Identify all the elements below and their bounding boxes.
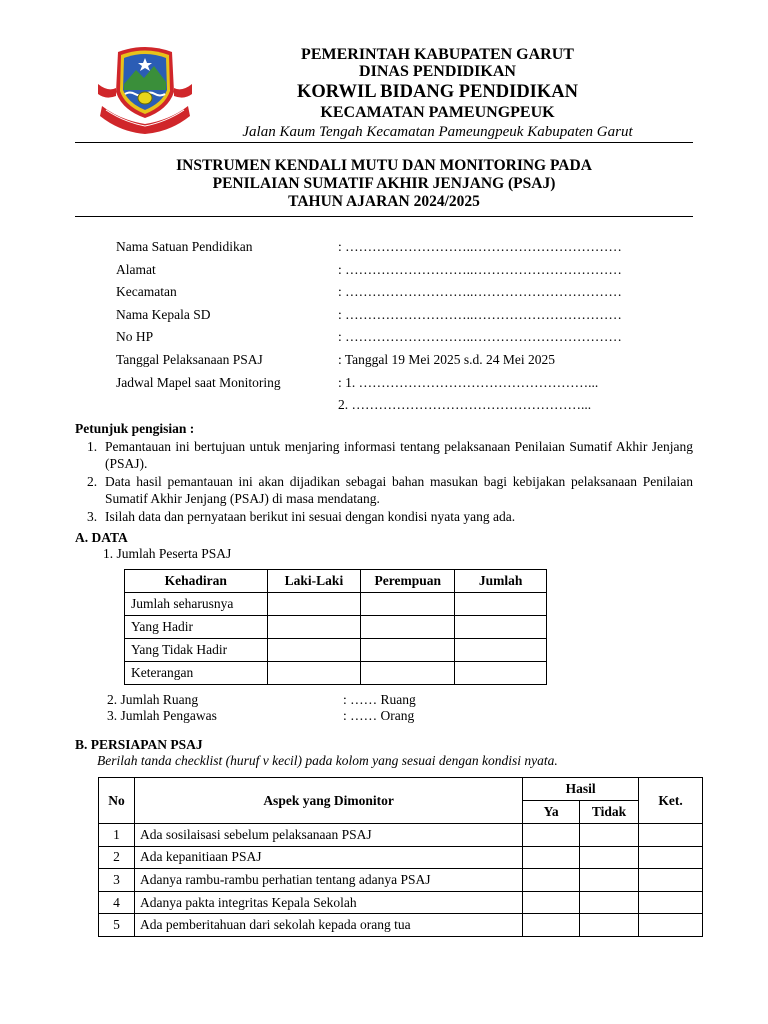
table-cell[interactable]: [361, 662, 455, 685]
row-number: 3: [99, 869, 135, 892]
field-nama-satuan: [116, 238, 676, 261]
item-text: Pemantauan ini bertujuan untuk menjaring informasi tentang pelaksanaan Penilaian Sumatif Akhir Jenjang (PSAJ).: [105, 438, 693, 471]
table-cell[interactable]: [267, 616, 361, 639]
check-ya-cell[interactable]: [523, 824, 580, 847]
field-value[interactable]: : …… Orang: [343, 707, 415, 723]
instructions: [75, 420, 693, 525]
check-ya-cell[interactable]: [523, 914, 580, 937]
field-value[interactable]: : ………………………..……………………………: [338, 306, 622, 322]
row-number: 2: [99, 846, 135, 869]
table-cell[interactable]: [361, 639, 455, 662]
check-tidak-cell[interactable]: [580, 869, 639, 892]
ket-cell[interactable]: [639, 846, 703, 869]
check-ya-cell[interactable]: [523, 891, 580, 914]
column-header: Laki-Laki: [267, 570, 361, 593]
table-row: [99, 914, 703, 937]
letterhead-divider: [75, 142, 693, 143]
section-b: [75, 737, 695, 769]
ket-cell[interactable]: [639, 869, 703, 892]
section-a-sub1: 1. Jumlah Peserta PSAJ: [103, 546, 232, 561]
field-jumlah-ruang: [107, 692, 527, 708]
letterhead: [205, 46, 670, 141]
row-label: Yang Tidak Hadir: [125, 639, 268, 662]
title-divider: [75, 216, 693, 217]
table-cell[interactable]: [455, 593, 547, 616]
instructions-list: [75, 438, 693, 526]
ket-cell[interactable]: [639, 824, 703, 847]
garut-regency-crest-icon: [96, 44, 194, 134]
column-header: Kehadiran: [125, 570, 268, 593]
table-cell[interactable]: [267, 593, 361, 616]
ket-cell[interactable]: [639, 891, 703, 914]
field-label: Nama Kepala SD: [116, 306, 211, 322]
table-cell[interactable]: [267, 639, 361, 662]
table-row: [125, 593, 547, 616]
field-label: Tanggal Pelaksanaan PSAJ: [116, 351, 263, 367]
field-kecamatan: [116, 283, 676, 306]
check-tidak-cell[interactable]: [580, 914, 639, 937]
column-header: Jumlah: [455, 570, 547, 593]
row-aspek: Ada sosilaisasi sebelum pelaksanaan PSAJ: [134, 824, 522, 847]
table-row: [99, 824, 703, 847]
check-ya-cell[interactable]: [523, 869, 580, 892]
check-ya-cell[interactable]: [523, 846, 580, 869]
item-number: 3.: [87, 508, 98, 524]
table-header-row: [99, 778, 703, 801]
table-cell[interactable]: [361, 616, 455, 639]
field-label: Nama Satuan Pendidikan: [116, 239, 253, 254]
table-header-row: [125, 570, 547, 593]
preparation-checklist-table: [98, 777, 703, 937]
field-value[interactable]: 2. ……………………………………………...: [338, 397, 592, 413]
check-tidak-cell[interactable]: [580, 846, 639, 869]
field-alamat: [116, 261, 676, 284]
table-cell[interactable]: [455, 616, 547, 639]
row-aspek: Adanya rambu-rambu perhatian tentang adanya PSAJ: [134, 869, 522, 892]
field-tanggal: [116, 351, 676, 374]
list-item: [75, 438, 693, 473]
field-value[interactable]: : ………………………..……………………………: [338, 284, 622, 300]
field-value[interactable]: : ………………………..……………………………: [338, 261, 622, 277]
ket-cell[interactable]: [639, 914, 703, 937]
field-label: Alamat: [116, 261, 156, 277]
row-label: Keterangan: [125, 662, 268, 685]
row-number: 4: [99, 891, 135, 914]
column-header-ket: Ket.: [639, 778, 703, 824]
room-supervisor-counts: [107, 692, 527, 723]
section-b-instruction: Berilah tanda checklist (huruf v kecil) pada kolom yang sesuai dengan kondisi nyata.: [97, 753, 558, 768]
letterhead-address: Jalan Kaum Tengah Kecamatan Pameungpeuk Kabupaten Garut: [242, 124, 633, 140]
attendance-table: [124, 569, 547, 685]
field-no-hp: [116, 328, 676, 351]
field-value[interactable]: : ………………………..……………………………: [338, 329, 622, 345]
table-cell[interactable]: [455, 639, 547, 662]
title-line-1: INSTRUMEN KENDALI MUTU DAN MONITORING PADA: [176, 157, 592, 174]
item-number: 2.: [87, 473, 98, 489]
table-row: [99, 869, 703, 892]
column-header-hasil: Hasil: [523, 778, 639, 801]
check-tidak-cell[interactable]: [580, 824, 639, 847]
column-header-tidak: Tidak: [580, 801, 639, 824]
section-a-heading: A. DATA: [75, 530, 128, 545]
document-title: [75, 157, 693, 211]
field-value[interactable]: : …… Ruang: [343, 692, 416, 707]
row-label: Yang Hadir: [125, 616, 268, 639]
title-line-2: PENILAIAN SUMATIF AKHIR JENJANG (PSAJ): [212, 175, 556, 192]
item-text: Data hasil pemantauan ini akan dijadikan sebagai bahan masukan bagi kebijakan pelaksanaan Penilaian Sumatif Akhir Jenjang (PSAJ) di masa mendatang.: [105, 473, 693, 506]
row-number: 1: [99, 824, 135, 847]
identity-fields: [116, 238, 676, 419]
letterhead-line-1: PEMERINTAH KABUPATEN GARUT: [301, 46, 574, 63]
title-line-3: TAHUN AJARAN 2024/2025: [288, 193, 480, 210]
field-jumlah-pengawas: [107, 708, 527, 724]
row-number: 5: [99, 914, 135, 937]
item-number: 1.: [87, 438, 98, 454]
list-item: [75, 473, 693, 508]
field-kepala-sd: [116, 306, 676, 329]
field-value[interactable]: : ………………………..……………………………: [338, 239, 622, 254]
column-header-no: No: [99, 778, 135, 824]
row-label: Jumlah seharusnya: [125, 593, 268, 616]
table-row: [125, 639, 547, 662]
row-aspek: Adanya pakta integritas Kepala Sekolah: [134, 891, 522, 914]
field-value[interactable]: : 1. ……………………………………………...: [338, 374, 599, 390]
field-label: Jadwal Mapel saat Monitoring: [116, 374, 281, 390]
field-label: No HP: [116, 329, 154, 345]
instructions-heading: Petunjuk pengisian :: [75, 421, 195, 436]
row-aspek: Ada kepanitiaan PSAJ: [134, 846, 522, 869]
field-jadwal-mapel: [116, 374, 676, 397]
field-label: Kecamatan: [116, 284, 177, 300]
column-header-ya: Ya: [523, 801, 580, 824]
field-label: 2. Jumlah Ruang: [107, 692, 199, 707]
row-aspek: Ada pemberitahuan dari sekolah kepada orang tua: [134, 914, 522, 937]
item-text: Isilah data dan pernyataan berikut ini sesuai dengan kondisi nyata yang ada.: [105, 508, 516, 524]
table-cell[interactable]: [267, 662, 361, 685]
table-cell[interactable]: [361, 593, 455, 616]
table-row: [99, 846, 703, 869]
table-row: [99, 891, 703, 914]
table-row: [125, 616, 547, 639]
check-tidak-cell[interactable]: [580, 891, 639, 914]
column-header: Perempuan: [361, 570, 455, 593]
field-jadwal-mapel-2: [116, 396, 676, 419]
field-value: : Tanggal 19 Mei 2025 s.d. 24 Mei 2025: [338, 351, 556, 367]
letterhead-line-2: DINAS PENDIDIKAN: [359, 63, 516, 80]
column-header-aspek: Aspek yang Dimonitor: [134, 778, 522, 824]
list-item: [75, 508, 693, 526]
letterhead-line-4: KECAMATAN PAMEUNGPEUK: [320, 104, 555, 121]
table-cell[interactable]: [455, 662, 547, 685]
letterhead-line-3: KORWIL BIDANG PENDIDIKAN: [297, 82, 578, 102]
section-b-heading: B. PERSIAPAN PSAJ: [75, 737, 203, 752]
field-label: 3. Jumlah Pengawas: [107, 707, 217, 723]
table-row: [125, 662, 547, 685]
